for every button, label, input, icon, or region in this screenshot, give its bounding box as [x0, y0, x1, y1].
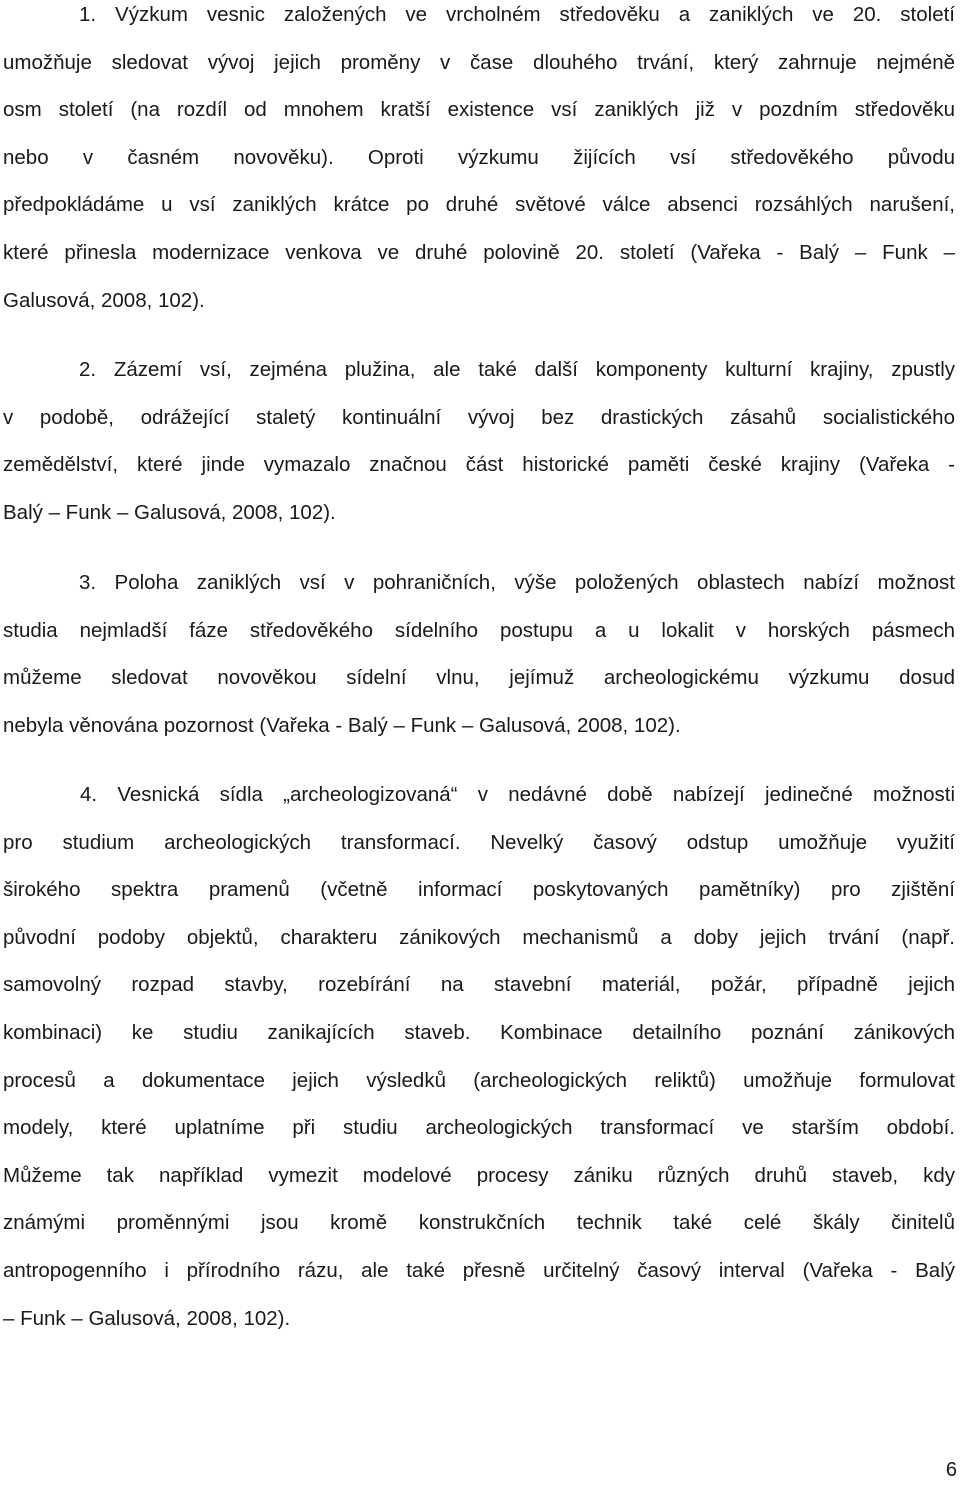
text-line: studia nejmladší fáze středověkého sídelního postupu a u lokalit v horských pásmech: [3, 618, 955, 642]
text-line: osm století (na rozdíl od mnohem kratší existence vsí zaniklých již v pozdním středověku: [3, 98, 955, 122]
text-line: – Funk – Galusová, 2008, 102).: [3, 1306, 291, 1330]
text-line: původní podoby objektů, charakteru zánikových mechanismů a doby jejich trvání (např.: [3, 925, 955, 949]
text-line: 3. Poloha zaniklých vsí v pohraničních, výše položených oblastech nabízí možnost: [79, 571, 955, 594]
paragraph-3: [3, 559, 955, 749]
text-line: 2. Zázemí vsí, zejména plužina, ale také další komponenty kulturní krajiny, zpustly: [79, 358, 955, 381]
text-line: které přinesla modernizace venkova ve druhé polovině 20. století (Vařeka - Balý – Funk –: [3, 240, 955, 264]
text-line: modely, které uplatníme při studiu archeologických transformací ve starším období.: [3, 1116, 955, 1140]
paragraph-4: [3, 771, 955, 1342]
text-line: nebo v časném novověku). Oproti výzkumu žijících vsí středověkého původu: [3, 145, 955, 169]
text-line: antropogenního i přírodního rázu, ale také přesně určitelný časový interval (Vařeka - Balý: [3, 1258, 955, 1282]
text-line: v podobě, odrážející staletý kontinuální vývoj bez drastických zásahů socialistického: [3, 405, 955, 429]
text-line: můžeme sledovat novověkou sídelní vlnu, jejímuž archeologickému výzkumu dosud: [3, 666, 955, 690]
text-line: širokého spektra pramenů (včetně informací poskytovaných pamětníky) pro zjištění: [3, 878, 955, 902]
paragraph-2: [3, 346, 955, 536]
text-line: předpokládáme u vsí zaniklých krátce po druhé světové válce absenci rozsáhlých narušení,: [3, 193, 955, 217]
page-number: 6: [945, 1459, 957, 1481]
text-line: 4. Vesnická sídla „archeologizovaná“ v nedávné době nabízejí jedinečné možnosti: [80, 783, 955, 806]
text-line: Balý – Funk – Galusová, 2008, 102).: [3, 500, 336, 524]
text-line: procesů a dokumentace jejich výsledků (archeologických reliktů) umožňuje formulovat: [3, 1068, 955, 1092]
paragraph-1: [3, 0, 955, 324]
text-line: nebyla věnována pozornost (Vařeka - Balý – Funk – Galusová, 2008, 102).: [3, 713, 681, 737]
text-line: Můžeme tak například vymezit modelové procesy zániku různých druhů staveb, kdy: [3, 1163, 955, 1187]
text-line: umožňuje sledovat vývoj jejich proměny v čase dlouhého trvání, který zahrnuje nejméně: [3, 50, 955, 74]
text-line: samovolný rozpad stavby, rozebírání na stavební materiál, požár, případně jejich: [3, 973, 955, 997]
text-line: zemědělství, které jinde vymazalo značnou část historické paměti české krajiny (Vařeka -: [3, 453, 955, 477]
text-line: pro studium archeologických transformací. Nevelký časový odstup umožňuje využití: [3, 830, 955, 854]
text-line: 1. Výzkum vesnic založených ve vrcholném středověku a zaniklých ve 20. století: [79, 3, 955, 26]
text-line: kombinaci) ke studiu zanikajících staveb. Kombinace detailního poznání zánikových: [3, 1020, 955, 1044]
text-line: Galusová, 2008, 102).: [3, 288, 205, 312]
text-line: známými proměnnými jsou kromě konstrukčních technik také celé škály činitelů: [3, 1211, 955, 1235]
